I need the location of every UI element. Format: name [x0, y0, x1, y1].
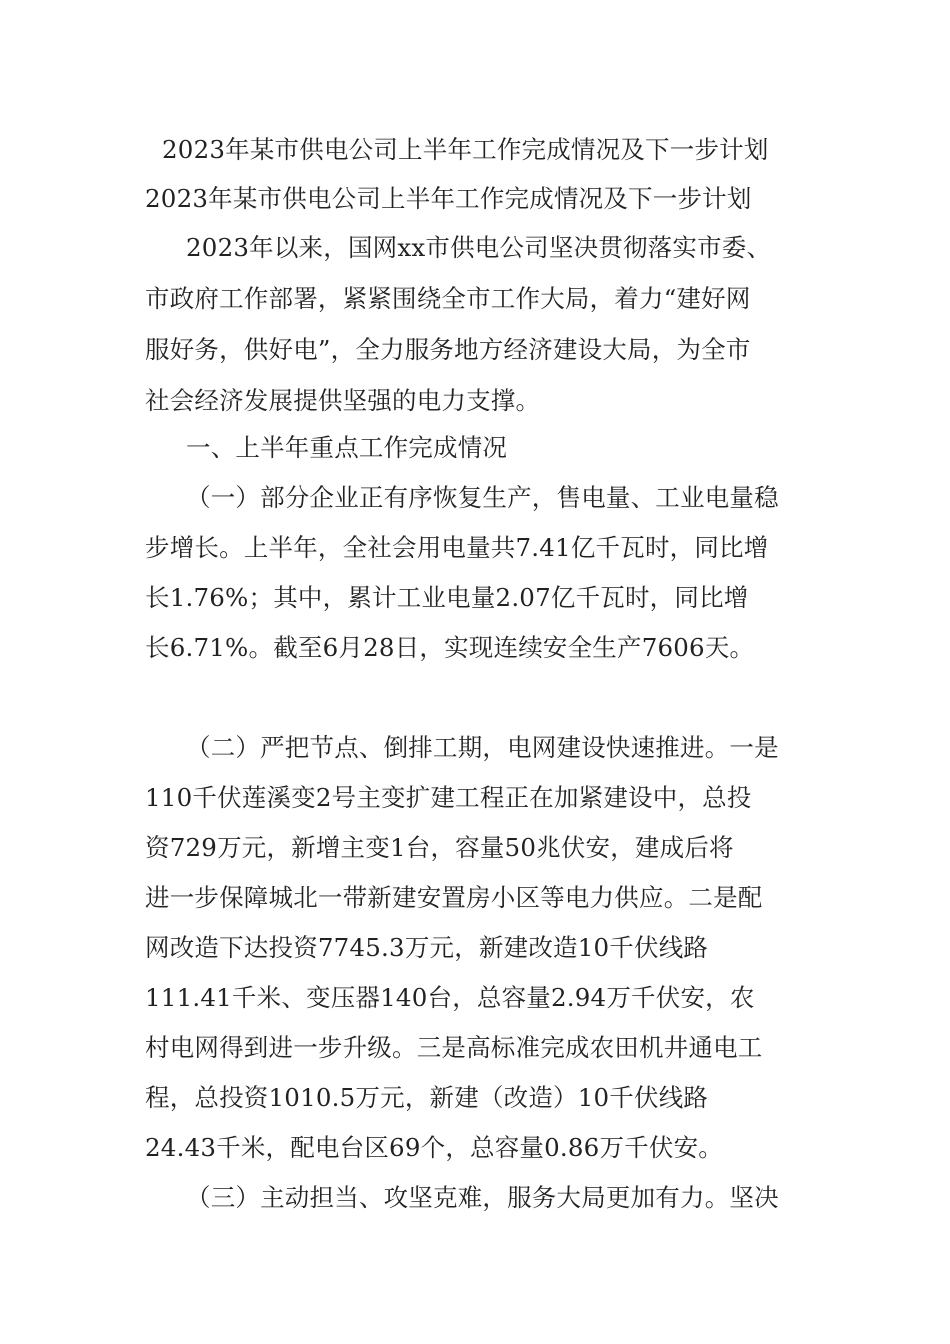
- paragraph-line: 村电网得到进一步升级。三是高标准完成农田机井通电工: [145, 1033, 763, 1062]
- paragraph-line: 步增长。上半年，全社会用电量共7.41亿千瓦时，同比增: [145, 533, 769, 562]
- paragraph-line: 111.41千米、变压器140台，总容量2.94万千伏安，农: [145, 983, 755, 1012]
- paragraph-line: 资729万元，新增主变1台，容量50兆伏安，建成后将: [145, 833, 734, 862]
- section-heading: 一、上半年重点工作完成情况: [186, 433, 508, 462]
- paragraph-line: 网改造下达投资7745.3万元，新建改造10千伏线路: [145, 933, 709, 962]
- intro-line: 市政府工作部署，紧紧围绕全市工作大局，着力“建好网: [145, 284, 751, 313]
- paragraph-line: （二）严把节点、倒排工期，电网建设快速推进。一是: [186, 733, 779, 762]
- paragraph-line: （三）主动担当、攻坚克难，服务大局更加有力。坚决: [186, 1183, 779, 1212]
- paragraph-line: 长1.76%；其中，累计工业电量2.07亿千瓦时，同比增: [145, 583, 749, 612]
- intro-line: 社会经济发展提供坚强的电力支撑。: [145, 386, 541, 415]
- paragraph-line: 程，总投资1010.5万元，新建（改造）10千伏线路: [145, 1083, 709, 1112]
- document-title-repeat: 2023年某市供电公司上半年工作完成情况及下一步计划: [145, 184, 752, 213]
- paragraph-line: 110千伏莲溪变2号主变扩建工程正在加紧建设中，总投: [145, 783, 752, 812]
- paragraph-line: 长6.71%。截至6月28日，实现连续安全生产7606天。: [145, 633, 755, 662]
- paragraph-line: 进一步保障城北一带新建安置房小区等电力供应。二是配: [145, 883, 763, 912]
- document-title: 2023年某市供电公司上半年工作完成情况及下一步计划: [162, 135, 769, 164]
- intro-line: 服好务，供好电”，全力服务地方经济建设大局，为全市: [145, 335, 751, 364]
- paragraph-line: （一）部分企业正有序恢复生产，售电量、工业电量稳: [186, 483, 779, 512]
- paragraph-line: 24.43千米，配电台区69个，总容量0.86万千伏安。: [145, 1133, 723, 1162]
- intro-line: 2023年以来，国网xx市供电公司坚决贯彻落实市委、: [186, 233, 772, 262]
